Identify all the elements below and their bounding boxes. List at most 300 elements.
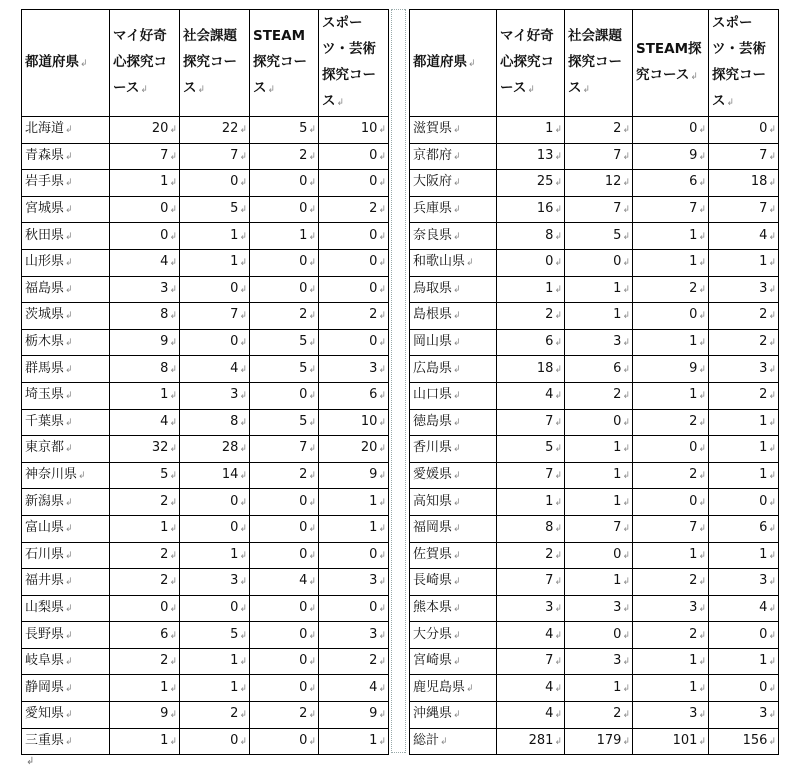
cell-end-mark: ↲ bbox=[554, 524, 562, 535]
header-label: STEAM探究コース bbox=[253, 28, 307, 96]
prefecture-cell bbox=[22, 542, 110, 569]
count-value: 0 bbox=[299, 653, 308, 669]
count-cell bbox=[250, 303, 319, 330]
count-value: 0 bbox=[369, 546, 378, 562]
cell-end-mark: ↲ bbox=[554, 391, 562, 402]
cell-end-mark: ↲ bbox=[622, 205, 630, 216]
prefecture-name: 熊本県 bbox=[413, 599, 453, 615]
count-cell bbox=[709, 462, 779, 489]
prefecture-cell bbox=[22, 675, 110, 702]
cell-end-mark: ↲ bbox=[453, 603, 461, 614]
count-value: 1 bbox=[689, 387, 698, 403]
cell-end-mark: ↲ bbox=[622, 497, 630, 508]
count-value: 0 bbox=[369, 227, 378, 243]
count-cell bbox=[565, 542, 633, 569]
cell-end-mark: ↲ bbox=[698, 603, 706, 614]
count-value: 3 bbox=[759, 706, 768, 722]
count-value: 2 bbox=[759, 307, 768, 323]
header-course bbox=[180, 10, 250, 117]
count-cell bbox=[180, 303, 250, 330]
count-cell bbox=[180, 569, 250, 596]
count-cell bbox=[565, 143, 633, 170]
count-value: 2 bbox=[160, 653, 169, 669]
cell-end-mark: ↲ bbox=[698, 683, 706, 694]
cell-end-mark: ↲ bbox=[768, 311, 776, 322]
cell-end-mark: ↲ bbox=[698, 524, 706, 535]
count-value: 7 bbox=[299, 440, 308, 456]
prefecture-cell bbox=[22, 569, 110, 596]
header-label: STEAM探究コース bbox=[636, 41, 702, 83]
cell-end-mark: ↲ bbox=[768, 577, 776, 588]
cell-end-mark: ↲ bbox=[768, 710, 776, 721]
count-value: 4 bbox=[299, 573, 308, 589]
count-value: 2 bbox=[160, 573, 169, 589]
count-value: 0 bbox=[230, 334, 239, 350]
count-cell bbox=[110, 196, 180, 223]
count-cell bbox=[497, 117, 565, 144]
prefecture-name: 埼玉県 bbox=[25, 387, 65, 403]
count-value: 1 bbox=[545, 493, 554, 509]
count-value: 7 bbox=[759, 201, 768, 217]
cell-end-mark: ↲ bbox=[65, 524, 73, 535]
count-cell bbox=[250, 409, 319, 436]
cell-end-mark: ↲ bbox=[768, 417, 776, 428]
cell-end-mark: ↲ bbox=[768, 524, 776, 535]
prefecture-cell bbox=[22, 223, 110, 250]
cell-end-mark: ↲ bbox=[239, 683, 247, 694]
count-value: 2 bbox=[689, 280, 698, 296]
table-row bbox=[410, 462, 779, 489]
count-value: 4 bbox=[545, 679, 554, 695]
table-row bbox=[410, 436, 779, 463]
cell-end-mark: ↲ bbox=[554, 338, 562, 349]
cell-end-mark: ↲ bbox=[622, 311, 630, 322]
cell-end-mark: ↲ bbox=[65, 231, 73, 242]
cell-end-mark: ↲ bbox=[690, 72, 698, 82]
prefecture-cell bbox=[22, 462, 110, 489]
cell-end-mark: ↲ bbox=[554, 231, 562, 242]
count-cell bbox=[709, 382, 779, 409]
cell-end-mark: ↲ bbox=[768, 125, 776, 136]
count-cell bbox=[319, 356, 389, 383]
count-cell bbox=[633, 249, 709, 276]
cell-end-mark: ↲ bbox=[308, 417, 316, 428]
count-cell bbox=[110, 303, 180, 330]
cell-end-mark: ↲ bbox=[239, 736, 247, 747]
count-cell bbox=[497, 329, 565, 356]
count-value: 1 bbox=[689, 546, 698, 562]
count-cell bbox=[565, 223, 633, 250]
count-value: 2 bbox=[160, 493, 169, 509]
cell-end-mark: ↲ bbox=[239, 125, 247, 136]
count-cell bbox=[250, 356, 319, 383]
prefecture-name: 宮崎県 bbox=[413, 653, 453, 669]
cell-end-mark: ↲ bbox=[239, 444, 247, 455]
cell-end-mark: ↲ bbox=[308, 444, 316, 455]
prefecture-name: 鳥取県 bbox=[413, 280, 453, 296]
header-course bbox=[497, 10, 565, 117]
table-row bbox=[410, 702, 779, 729]
prefecture-name: 京都府 bbox=[413, 147, 453, 163]
count-value: 1 bbox=[369, 732, 378, 748]
count-value: 1 bbox=[759, 440, 768, 456]
cell-end-mark: ↲ bbox=[453, 364, 461, 375]
cell-end-mark: ↲ bbox=[239, 284, 247, 295]
table-row bbox=[22, 728, 389, 755]
count-cell bbox=[565, 409, 633, 436]
cell-end-mark: ↲ bbox=[453, 311, 461, 322]
count-value: 1 bbox=[759, 413, 768, 429]
count-value: 0 bbox=[160, 599, 169, 615]
count-value: 5 bbox=[299, 334, 308, 350]
header-course bbox=[110, 10, 180, 117]
count-cell bbox=[633, 569, 709, 596]
cell-end-mark: ↲ bbox=[622, 630, 630, 641]
count-value: 3 bbox=[230, 573, 239, 589]
cell-end-mark: ↲ bbox=[378, 338, 386, 349]
cell-end-mark: ↲ bbox=[622, 550, 630, 561]
count-value: 9 bbox=[689, 360, 698, 376]
count-value: 5 bbox=[230, 201, 239, 217]
cell-end-mark: ↲ bbox=[169, 364, 177, 375]
count-cell bbox=[497, 409, 565, 436]
prefecture-cell bbox=[22, 489, 110, 516]
prefecture-cell bbox=[410, 728, 497, 755]
prefecture-cell bbox=[22, 196, 110, 223]
count-cell bbox=[709, 170, 779, 197]
count-value: 0 bbox=[369, 174, 378, 190]
cell-end-mark: ↲ bbox=[169, 736, 177, 747]
prefecture-cell bbox=[22, 702, 110, 729]
count-cell bbox=[180, 170, 250, 197]
count-cell bbox=[709, 249, 779, 276]
cell-end-mark: ↲ bbox=[308, 736, 316, 747]
prefecture-name: 和歌山県 bbox=[413, 254, 466, 270]
prefecture-cell bbox=[410, 249, 497, 276]
table-row bbox=[410, 356, 779, 383]
cell-end-mark: ↲ bbox=[554, 444, 562, 455]
prefecture-name: 総計 bbox=[413, 732, 440, 748]
count-value: 1 bbox=[230, 653, 239, 669]
table-row bbox=[22, 675, 389, 702]
cell-end-mark: ↲ bbox=[698, 151, 706, 162]
count-value: 7 bbox=[689, 520, 698, 536]
prefecture-cell bbox=[22, 276, 110, 303]
count-cell bbox=[709, 117, 779, 144]
count-value: 18 bbox=[750, 174, 768, 190]
count-value: 25 bbox=[536, 174, 554, 190]
count-cell bbox=[250, 170, 319, 197]
count-value: 6 bbox=[689, 174, 698, 190]
cell-end-mark: ↲ bbox=[65, 657, 73, 668]
count-value: 9 bbox=[369, 467, 378, 483]
count-value: 1 bbox=[160, 732, 169, 748]
count-cell bbox=[709, 728, 779, 755]
prefecture-name: 福井県 bbox=[25, 573, 65, 589]
table-row bbox=[22, 648, 389, 675]
prefecture-cell bbox=[410, 675, 497, 702]
count-value: 0 bbox=[613, 254, 622, 270]
cell-end-mark: ↲ bbox=[554, 364, 562, 375]
cell-end-mark: ↲ bbox=[308, 178, 316, 189]
count-cell bbox=[110, 595, 180, 622]
count-value: 1 bbox=[369, 493, 378, 509]
table-row bbox=[410, 170, 779, 197]
table-row bbox=[410, 622, 779, 649]
count-value: 1 bbox=[759, 546, 768, 562]
cell-end-mark: ↲ bbox=[169, 577, 177, 588]
prefecture-cell bbox=[22, 356, 110, 383]
cell-end-mark: ↲ bbox=[239, 471, 247, 482]
count-value: 20 bbox=[360, 440, 378, 456]
count-cell bbox=[709, 223, 779, 250]
cell-end-mark: ↲ bbox=[378, 657, 386, 668]
prefecture-name: 石川県 bbox=[25, 546, 65, 562]
cell-end-mark: ↲ bbox=[378, 471, 386, 482]
count-cell bbox=[110, 648, 180, 675]
table-row bbox=[410, 143, 779, 170]
count-cell bbox=[319, 276, 389, 303]
count-cell bbox=[497, 436, 565, 463]
cell-end-mark: ↲ bbox=[239, 364, 247, 375]
count-value: 9 bbox=[369, 706, 378, 722]
count-value: 1 bbox=[369, 520, 378, 536]
count-cell bbox=[709, 675, 779, 702]
count-cell bbox=[565, 170, 633, 197]
cell-end-mark: ↲ bbox=[453, 205, 461, 216]
count-value: 6 bbox=[369, 387, 378, 403]
cell-end-mark: ↲ bbox=[698, 736, 706, 747]
count-cell bbox=[250, 276, 319, 303]
cell-end-mark: ↲ bbox=[768, 178, 776, 189]
cell-end-mark: ↲ bbox=[65, 178, 73, 189]
prefecture-name: 愛知県 bbox=[25, 706, 65, 722]
cell-end-mark: ↲ bbox=[308, 151, 316, 162]
count-cell bbox=[250, 675, 319, 702]
count-value: 9 bbox=[160, 706, 169, 722]
count-cell bbox=[180, 356, 250, 383]
cell-end-mark: ↲ bbox=[527, 85, 535, 95]
cell-end-mark: ↲ bbox=[453, 231, 461, 242]
count-cell bbox=[110, 223, 180, 250]
prefecture-cell bbox=[22, 170, 110, 197]
prefecture-name: 神奈川県 bbox=[25, 467, 78, 483]
cell-end-mark: ↲ bbox=[622, 151, 630, 162]
table-row bbox=[22, 489, 389, 516]
cell-end-mark: ↲ bbox=[169, 231, 177, 242]
cell-end-mark: ↲ bbox=[554, 125, 562, 136]
count-cell bbox=[250, 329, 319, 356]
count-value: 0 bbox=[299, 201, 308, 217]
count-cell bbox=[497, 489, 565, 516]
cell-end-mark: ↲ bbox=[698, 471, 706, 482]
table-row bbox=[410, 542, 779, 569]
cell-end-mark: ↲ bbox=[698, 444, 706, 455]
count-value: 7 bbox=[160, 147, 169, 163]
cell-end-mark: ↲ bbox=[698, 497, 706, 508]
prefecture-cell bbox=[22, 409, 110, 436]
cell-end-mark: ↲ bbox=[698, 550, 706, 561]
count-cell bbox=[110, 462, 180, 489]
cell-end-mark: ↲ bbox=[554, 736, 562, 747]
count-cell bbox=[497, 303, 565, 330]
count-cell bbox=[319, 382, 389, 409]
count-cell bbox=[180, 462, 250, 489]
count-value: 4 bbox=[759, 227, 768, 243]
count-cell bbox=[180, 622, 250, 649]
count-value: 0 bbox=[689, 121, 698, 137]
count-value: 4 bbox=[545, 626, 554, 642]
cell-end-mark: ↲ bbox=[378, 736, 386, 747]
count-value: 20 bbox=[151, 121, 169, 137]
count-value: 0 bbox=[759, 121, 768, 137]
prefecture-name: 新潟県 bbox=[25, 493, 65, 509]
count-value: 1 bbox=[299, 227, 308, 243]
prefecture-cell bbox=[22, 622, 110, 649]
count-cell bbox=[633, 489, 709, 516]
column-gap-guide-bottom bbox=[391, 752, 405, 753]
cell-end-mark: ↲ bbox=[308, 497, 316, 508]
count-cell bbox=[565, 515, 633, 542]
cell-end-mark: ↲ bbox=[65, 258, 73, 269]
cell-end-mark: ↲ bbox=[378, 205, 386, 216]
header-label: 社会課題探究コース bbox=[183, 28, 237, 96]
count-value: 1 bbox=[689, 254, 698, 270]
cell-end-mark: ↲ bbox=[169, 125, 177, 136]
cell-end-mark: ↲ bbox=[554, 151, 562, 162]
count-value: 10 bbox=[360, 121, 378, 137]
count-cell bbox=[497, 622, 565, 649]
count-cell bbox=[709, 143, 779, 170]
count-cell bbox=[633, 303, 709, 330]
count-cell bbox=[250, 622, 319, 649]
cell-end-mark: ↲ bbox=[239, 417, 247, 428]
column-gap-guide-top bbox=[391, 9, 405, 10]
prefecture-table-left bbox=[21, 9, 389, 755]
count-cell bbox=[497, 462, 565, 489]
prefecture-name: 鹿児島県 bbox=[413, 679, 466, 695]
cell-end-mark: ↲ bbox=[554, 284, 562, 295]
cell-end-mark: ↲ bbox=[239, 391, 247, 402]
count-value: 22 bbox=[221, 121, 239, 137]
prefecture-cell bbox=[410, 329, 497, 356]
table-row bbox=[22, 702, 389, 729]
prefecture-name: 岡山県 bbox=[413, 334, 453, 350]
count-cell bbox=[497, 196, 565, 223]
count-cell bbox=[565, 436, 633, 463]
cell-end-mark: ↲ bbox=[239, 178, 247, 189]
cell-end-mark: ↲ bbox=[453, 151, 461, 162]
count-cell bbox=[565, 702, 633, 729]
cell-end-mark: ↲ bbox=[453, 657, 461, 668]
cell-end-mark: ↲ bbox=[468, 59, 476, 69]
count-value: 3 bbox=[689, 599, 698, 615]
cell-end-mark: ↲ bbox=[169, 391, 177, 402]
prefecture-name: 滋賀県 bbox=[413, 121, 453, 137]
count-value: 16 bbox=[536, 201, 554, 217]
count-value: 12 bbox=[604, 174, 622, 190]
cell-end-mark: ↲ bbox=[197, 85, 206, 95]
count-cell bbox=[110, 143, 180, 170]
cell-end-mark: ↲ bbox=[440, 736, 448, 747]
prefecture-cell bbox=[410, 702, 497, 729]
cell-end-mark: ↲ bbox=[169, 603, 177, 614]
count-value: 1 bbox=[545, 280, 554, 296]
count-cell bbox=[319, 249, 389, 276]
count-value: 6 bbox=[160, 626, 169, 642]
count-value: 3 bbox=[369, 626, 378, 642]
prefecture-cell bbox=[22, 143, 110, 170]
count-cell bbox=[565, 675, 633, 702]
cell-end-mark: ↲ bbox=[378, 231, 386, 242]
cell-end-mark: ↲ bbox=[554, 205, 562, 216]
cell-end-mark: ↲ bbox=[169, 284, 177, 295]
count-cell bbox=[319, 329, 389, 356]
cell-end-mark: ↲ bbox=[378, 710, 386, 721]
table-row bbox=[410, 595, 779, 622]
cell-end-mark: ↲ bbox=[378, 151, 386, 162]
prefecture-name: 千葉県 bbox=[25, 413, 65, 429]
count-cell bbox=[110, 515, 180, 542]
prefecture-cell bbox=[410, 276, 497, 303]
count-value: 1 bbox=[613, 573, 622, 589]
count-value: 7 bbox=[545, 467, 554, 483]
cell-end-mark: ↲ bbox=[378, 603, 386, 614]
count-cell bbox=[497, 356, 565, 383]
cell-end-mark: ↲ bbox=[239, 577, 247, 588]
cell-end-mark: ↲ bbox=[65, 417, 73, 428]
count-cell bbox=[633, 196, 709, 223]
count-value: 0 bbox=[689, 307, 698, 323]
count-value: 4 bbox=[369, 679, 378, 695]
cell-end-mark: ↲ bbox=[622, 471, 630, 482]
count-value: 0 bbox=[299, 280, 308, 296]
count-value: 1 bbox=[759, 467, 768, 483]
prefecture-name: 静岡県 bbox=[25, 679, 65, 695]
cell-end-mark: ↲ bbox=[554, 630, 562, 641]
count-value: 0 bbox=[299, 493, 308, 509]
cell-end-mark: ↲ bbox=[169, 710, 177, 721]
count-value: 7 bbox=[545, 413, 554, 429]
count-cell bbox=[250, 595, 319, 622]
cell-end-mark: ↲ bbox=[622, 603, 630, 614]
count-cell bbox=[110, 436, 180, 463]
count-cell bbox=[180, 382, 250, 409]
count-value: 0 bbox=[299, 174, 308, 190]
cell-end-mark: ↲ bbox=[622, 577, 630, 588]
cell-end-mark: ↲ bbox=[698, 311, 706, 322]
table-row bbox=[22, 436, 389, 463]
count-value: 1 bbox=[689, 227, 698, 243]
prefecture-name: 山形県 bbox=[25, 254, 65, 270]
cell-end-mark: ↲ bbox=[622, 657, 630, 668]
count-cell bbox=[565, 569, 633, 596]
count-cell bbox=[497, 542, 565, 569]
count-cell bbox=[565, 117, 633, 144]
cell-end-mark: ↲ bbox=[768, 471, 776, 482]
count-cell bbox=[319, 436, 389, 463]
cell-end-mark: ↲ bbox=[308, 338, 316, 349]
count-cell bbox=[565, 489, 633, 516]
prefecture-cell bbox=[22, 329, 110, 356]
prefecture-cell bbox=[410, 569, 497, 596]
count-value: 0 bbox=[369, 599, 378, 615]
cell-end-mark: ↲ bbox=[239, 657, 247, 668]
count-cell bbox=[319, 117, 389, 144]
cell-end-mark: ↲ bbox=[698, 364, 706, 375]
count-value: 4 bbox=[230, 360, 239, 376]
count-value: 2 bbox=[369, 201, 378, 217]
